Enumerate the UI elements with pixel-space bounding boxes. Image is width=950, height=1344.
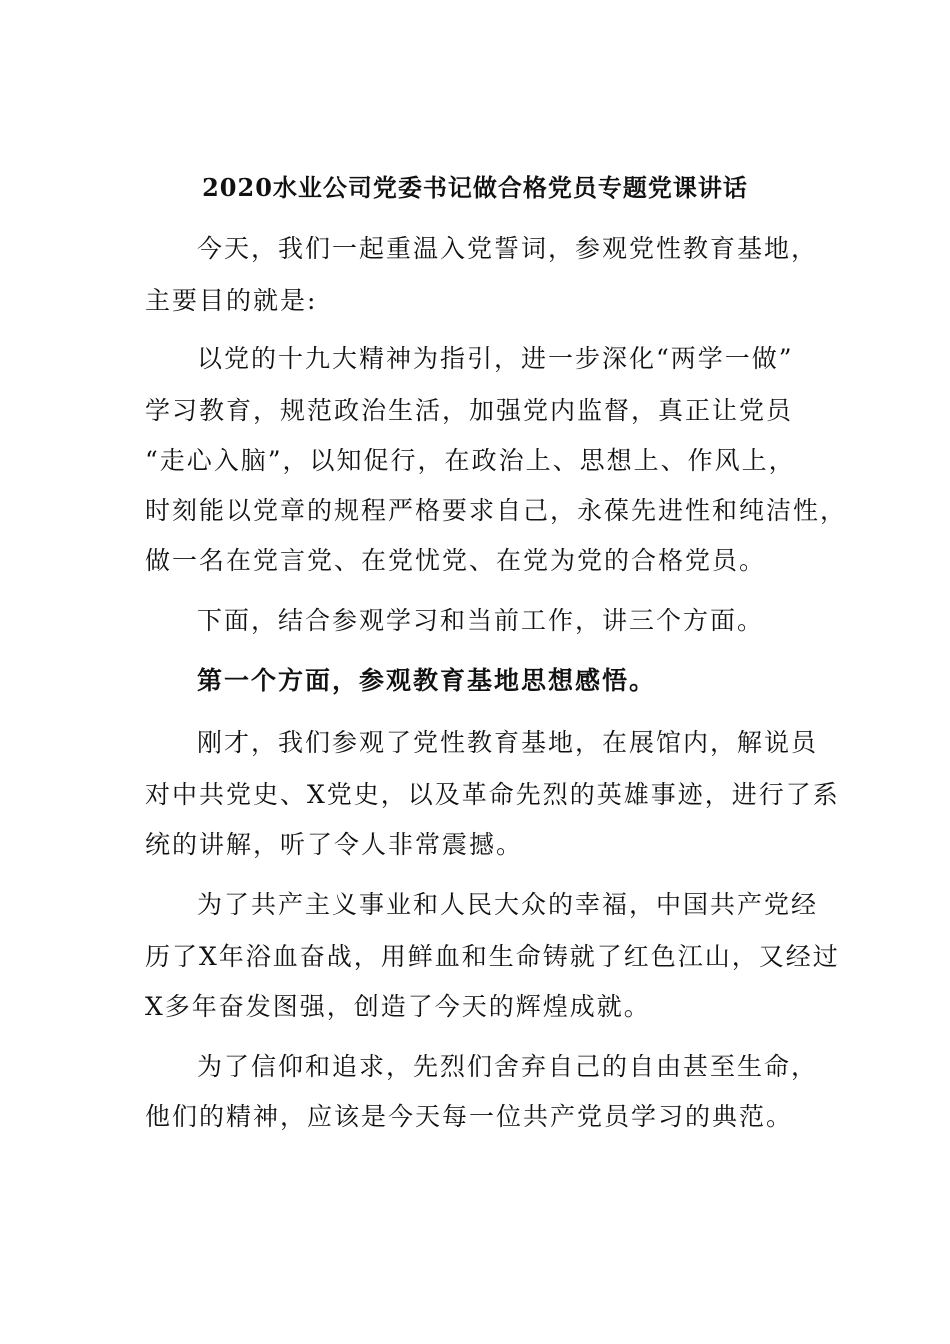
paragraph-purpose-line-1: 以党的十九大精神为指引，进一步深化“两学一做” xyxy=(197,344,794,373)
paragraph-visit-line-1: 刚才，我们参观了党性教育基地，在展馆内，解说员 xyxy=(197,728,819,757)
paragraph-intro-line-2: 主要目的就是: xyxy=(145,286,318,315)
paragraph-visit-line-2: 对中共党史、X党史，以及革命先烈的英雄事迹，进行了系 xyxy=(145,780,840,809)
paragraph-purpose-line-4: 时刻能以党章的规程严格要求自己，永葆先进性和纯洁性， xyxy=(145,496,848,525)
paragraph-history-line-3: X多年奋发图强，创造了今天的辉煌成就。 xyxy=(145,992,651,1021)
paragraph-intro-line-1: 今天，我们一起重温入党誓词，参观党性教育基地， xyxy=(197,234,819,263)
paragraph-purpose-line-2: 学习教育，规范政治生活，加强党内监督，真正让党员 xyxy=(145,396,794,425)
section-heading: 第一个方面，参观教育基地思想感悟。 xyxy=(197,666,657,695)
document-title: 2020水业公司党委书记做合格党员专题党课讲话 xyxy=(202,173,748,202)
paragraph-visit-line-3: 统的讲解，听了令人非常震撼。 xyxy=(145,830,524,859)
paragraph-purpose-line-3: “走心入脑”，以知促行，在政治上、思想上、作风上， xyxy=(145,446,796,475)
paragraph-purpose-line-5: 做一名在党言党、在党忧党、在党为党的合格党员。 xyxy=(145,546,767,575)
paragraph-history-line-2: 历了X年浴血奋战，用鲜血和生命铸就了红色江山，又经过 xyxy=(145,942,840,971)
paragraph-history-line-1: 为了共产主义事业和人民大众的幸福，中国共产党经 xyxy=(197,890,819,919)
paragraph-faith-line-1: 为了信仰和追求，先烈们舍弃自己的自由甚至生命， xyxy=(197,1052,819,1081)
paragraph-outline-line-1: 下面，结合参观学习和当前工作，讲三个方面。 xyxy=(197,606,765,635)
paragraph-faith-line-2: 他们的精神，应该是今天每一位共产党员学习的典范。 xyxy=(145,1102,794,1131)
